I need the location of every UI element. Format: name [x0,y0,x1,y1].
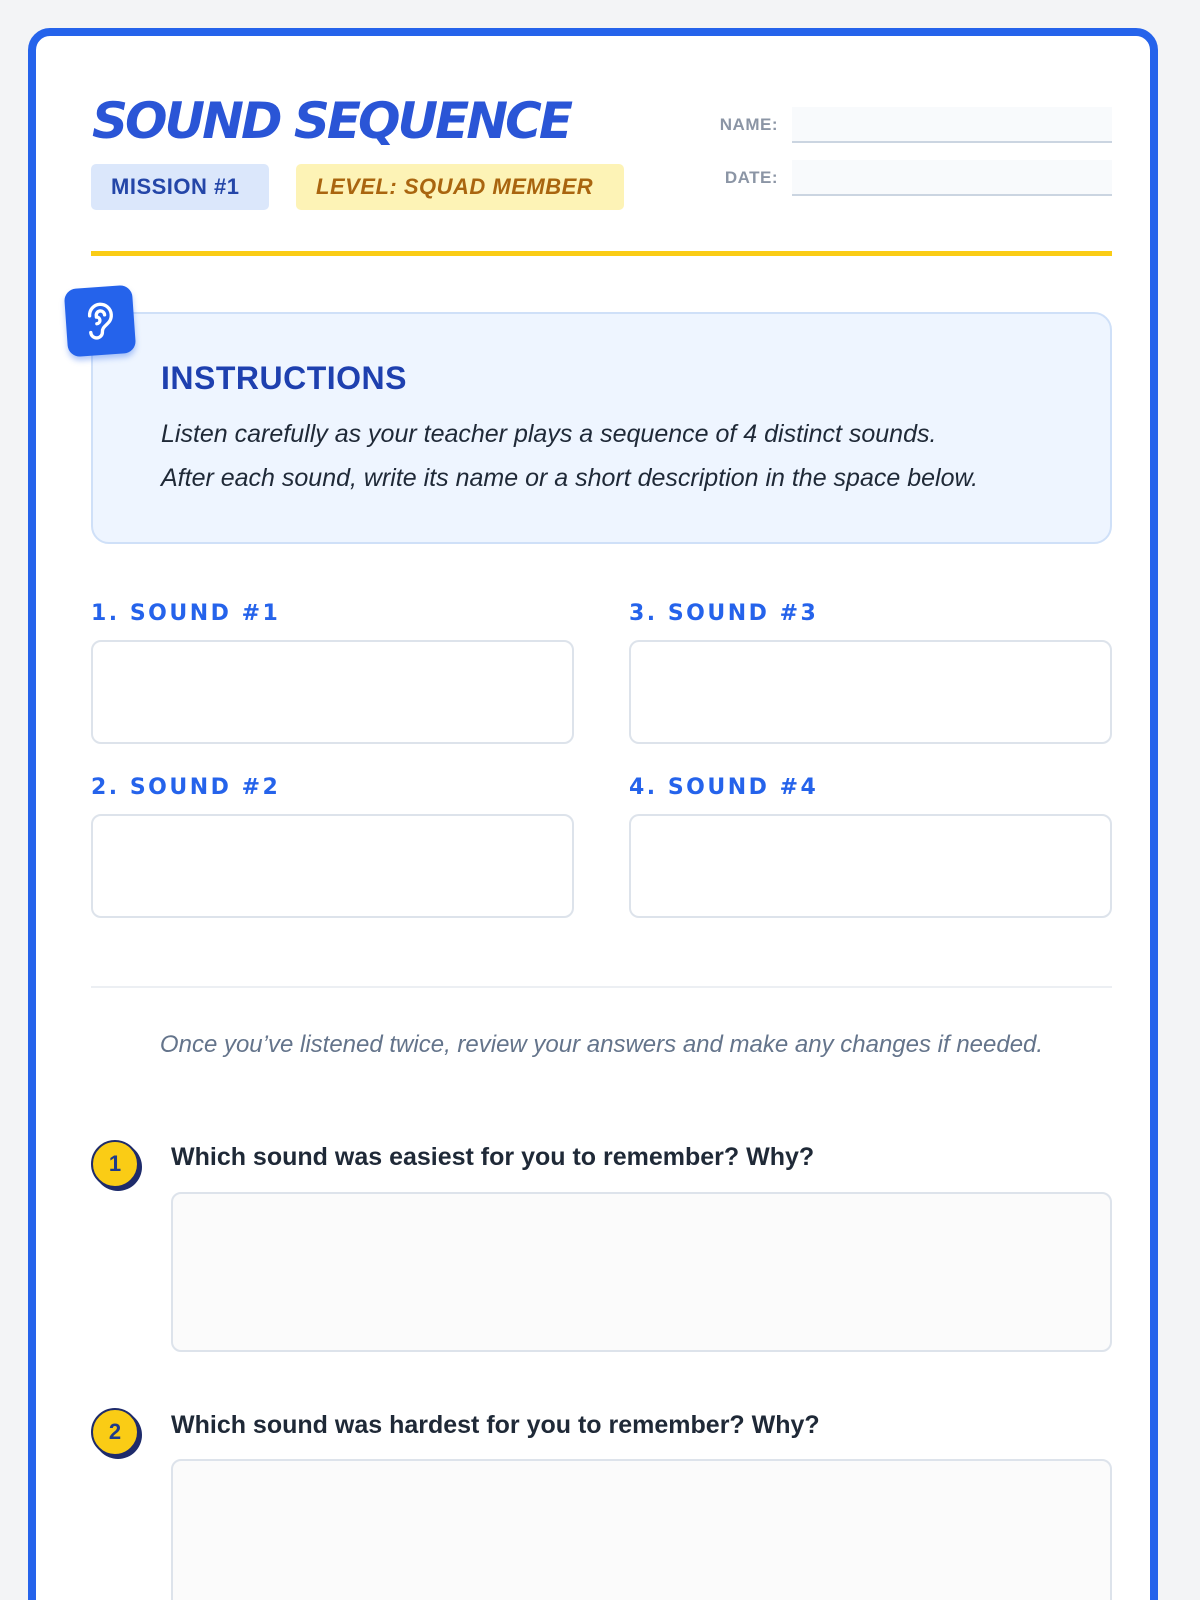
sound-1-input[interactable] [91,640,574,744]
sound-1-label: 1. SOUND #1 [91,601,281,626]
instructions-line-1: Listen carefully as your teacher plays a sequence of 4 distinct sounds. [161,420,937,448]
question-2-answer[interactable] [171,1459,1112,1600]
header-divider [91,251,1112,256]
date-field[interactable] [792,160,1112,196]
instructions-line-2: After each sound, write its name or a short description in the space below. [161,464,979,492]
question-1-number: 1 [91,1140,139,1188]
name-field[interactable] [792,107,1112,143]
question-2-text: Which sound was hardest for you to remember? Why? [171,1411,820,1439]
question-2-number: 2 [91,1408,139,1456]
level-badge: LEVEL: SQUAD MEMBER [296,164,624,210]
instructions-title: INSTRUCTIONS [161,360,407,396]
date-label: DATE: [724,168,778,187]
sound-2-label: 2. SOUND #2 [91,775,281,800]
sound-4-label: 4. SOUND #4 [629,775,819,800]
ear-icon-badge [64,285,137,358]
sound-3-input[interactable] [629,640,1112,744]
name-label: NAME: [719,115,778,134]
sound-4-input[interactable] [629,814,1112,918]
sound-2-input[interactable] [91,814,574,918]
ear-icon [79,298,122,345]
sound-3-label: 3. SOUND #3 [629,601,819,626]
page-title: SOUND SEQUENCE [92,92,570,150]
question-1-answer[interactable] [171,1192,1112,1352]
question-1-text: Which sound was easiest for you to remember? Why? [171,1143,815,1171]
section-divider [91,986,1112,988]
review-note: Once you’ve listened twice, review your answers and make any changes if needed. [159,1031,1044,1058]
mission-badge: MISSION #1 [91,164,269,210]
